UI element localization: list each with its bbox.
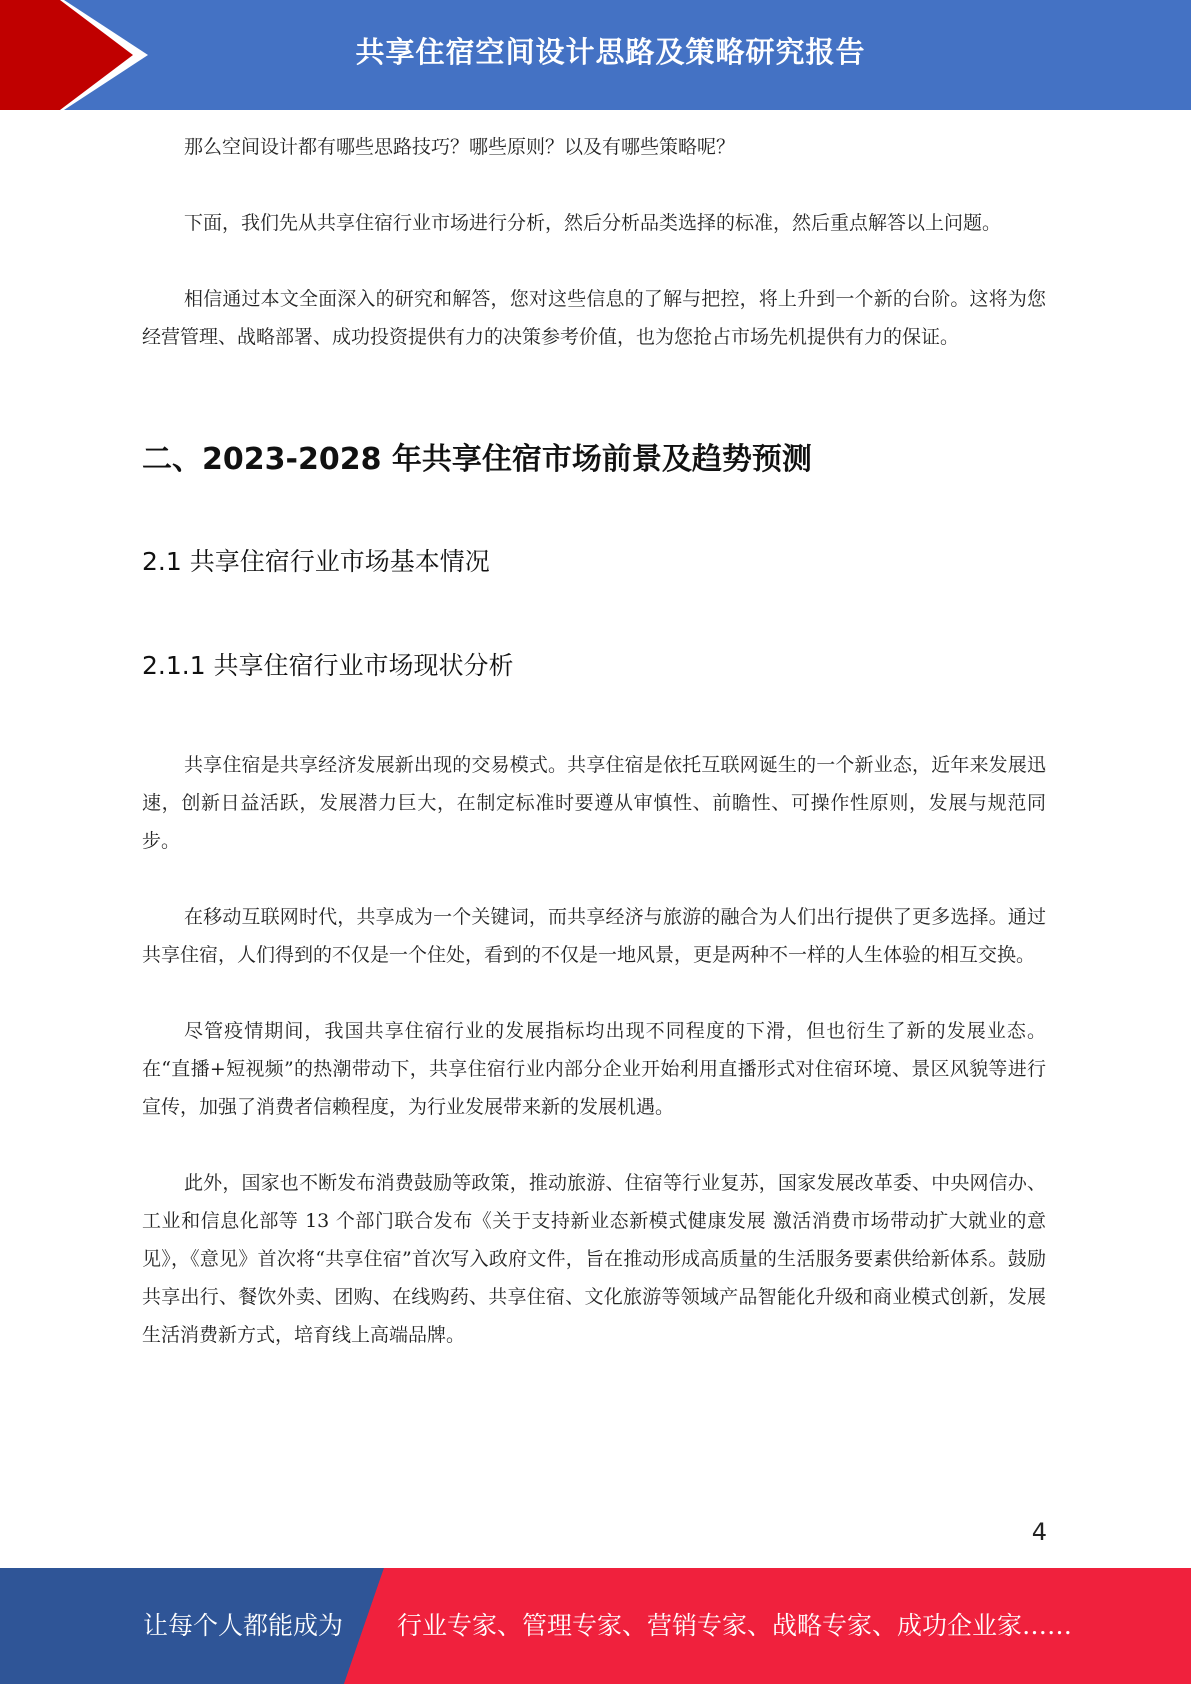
- section-heading: 二、2023-2028 年共享住宿市场前景及趋势预测: [142, 442, 812, 477]
- analysis-paragraph-2: 在移动互联网时代，共享成为一个关键词，而共享经济与旅游的融合为人们出行提供了更多选择。通过共享住宿，人们得到的不仅是一个住处，看到的不仅是一地风景，更是两种不一样的人生体验的相互交换。: [142, 906, 1046, 966]
- page-content: [142, 128, 1046, 1354]
- page-number: 4: [1031, 1518, 1047, 1546]
- footer-roles: 行业专家、管理专家、营销专家、战略专家、成功企业家……: [397, 1611, 1073, 1640]
- intro-paragraph-2: 下面，我们先从共享住宿行业市场进行分析，然后分析品类选择的标准，然后重点解答以上问题。: [184, 212, 1002, 234]
- analysis-paragraph-1: 共享住宿是共享经济发展新出现的交易模式。共享住宿是依托互联网诞生的一个新业态，近年来发展迅速，创新日益活跃，发展潜力巨大，在制定标准时要遵从审慎性、前瞻性、可操作性原则，发展与规范同步。: [142, 754, 1046, 852]
- red-chevron-icon: [0, 0, 160, 110]
- footer-slogan: 让每个人都能成为: [143, 1611, 344, 1640]
- subsection-heading: 2.1 共享住宿行业市场基本情况: [142, 547, 490, 576]
- page-header: [0, 0, 1191, 110]
- analysis-paragraph-3: 尽管疫情期间，我国共享住宿行业的发展指标均出现不同程度的下滑，但也衍生了新的发展业态。在“直播+短视频”的热潮带动下，共享住宿行业内部分企业开始利用直播形式对住宿环境、景区风貌等进行宣传，加强了消费者信赖程度，为行业发展带来新的发展机遇。: [142, 1020, 1046, 1118]
- intro-paragraph-3: 相信通过本文全面深入的研究和解答，您对这些信息的了解与把控，将上升到一个新的台阶。这将为您经营管理、战略部署、成功投资提供有力的决策参考价值，也为您抢占市场先机提供有力的保证。: [142, 288, 1046, 348]
- analysis-paragraph-4: 此外，国家也不断发布消费鼓励等政策，推动旅游、住宿等行业复苏，国家发展改革委、中央网信办、工业和信息化部等 13 个部门联合发布《关于支持新业态新模式健康发展 激活消费市场带动扩大就业的意见》，《意见》首次将“共享住宿”首次写入政府文件，旨在推动形成高质量的生活服务要素供给新体系。鼓励共享出行、餐饮外卖、团购、在线购药、共享住宿、文化旅游等领域产品智能化升级和商业模式创新，发展生活消费新方式，培育线上高端品牌。: [142, 1172, 1046, 1346]
- report-title: 共享住宿空间设计思路及策略研究报告: [355, 35, 866, 69]
- subsubsection-heading: 2.1.1 共享住宿行业市场现状分析: [142, 651, 514, 680]
- page-footer: [0, 1568, 1191, 1684]
- intro-paragraph-1: 那么空间设计都有哪些思路技巧？哪些原则？以及有哪些策略呢？: [184, 136, 736, 158]
